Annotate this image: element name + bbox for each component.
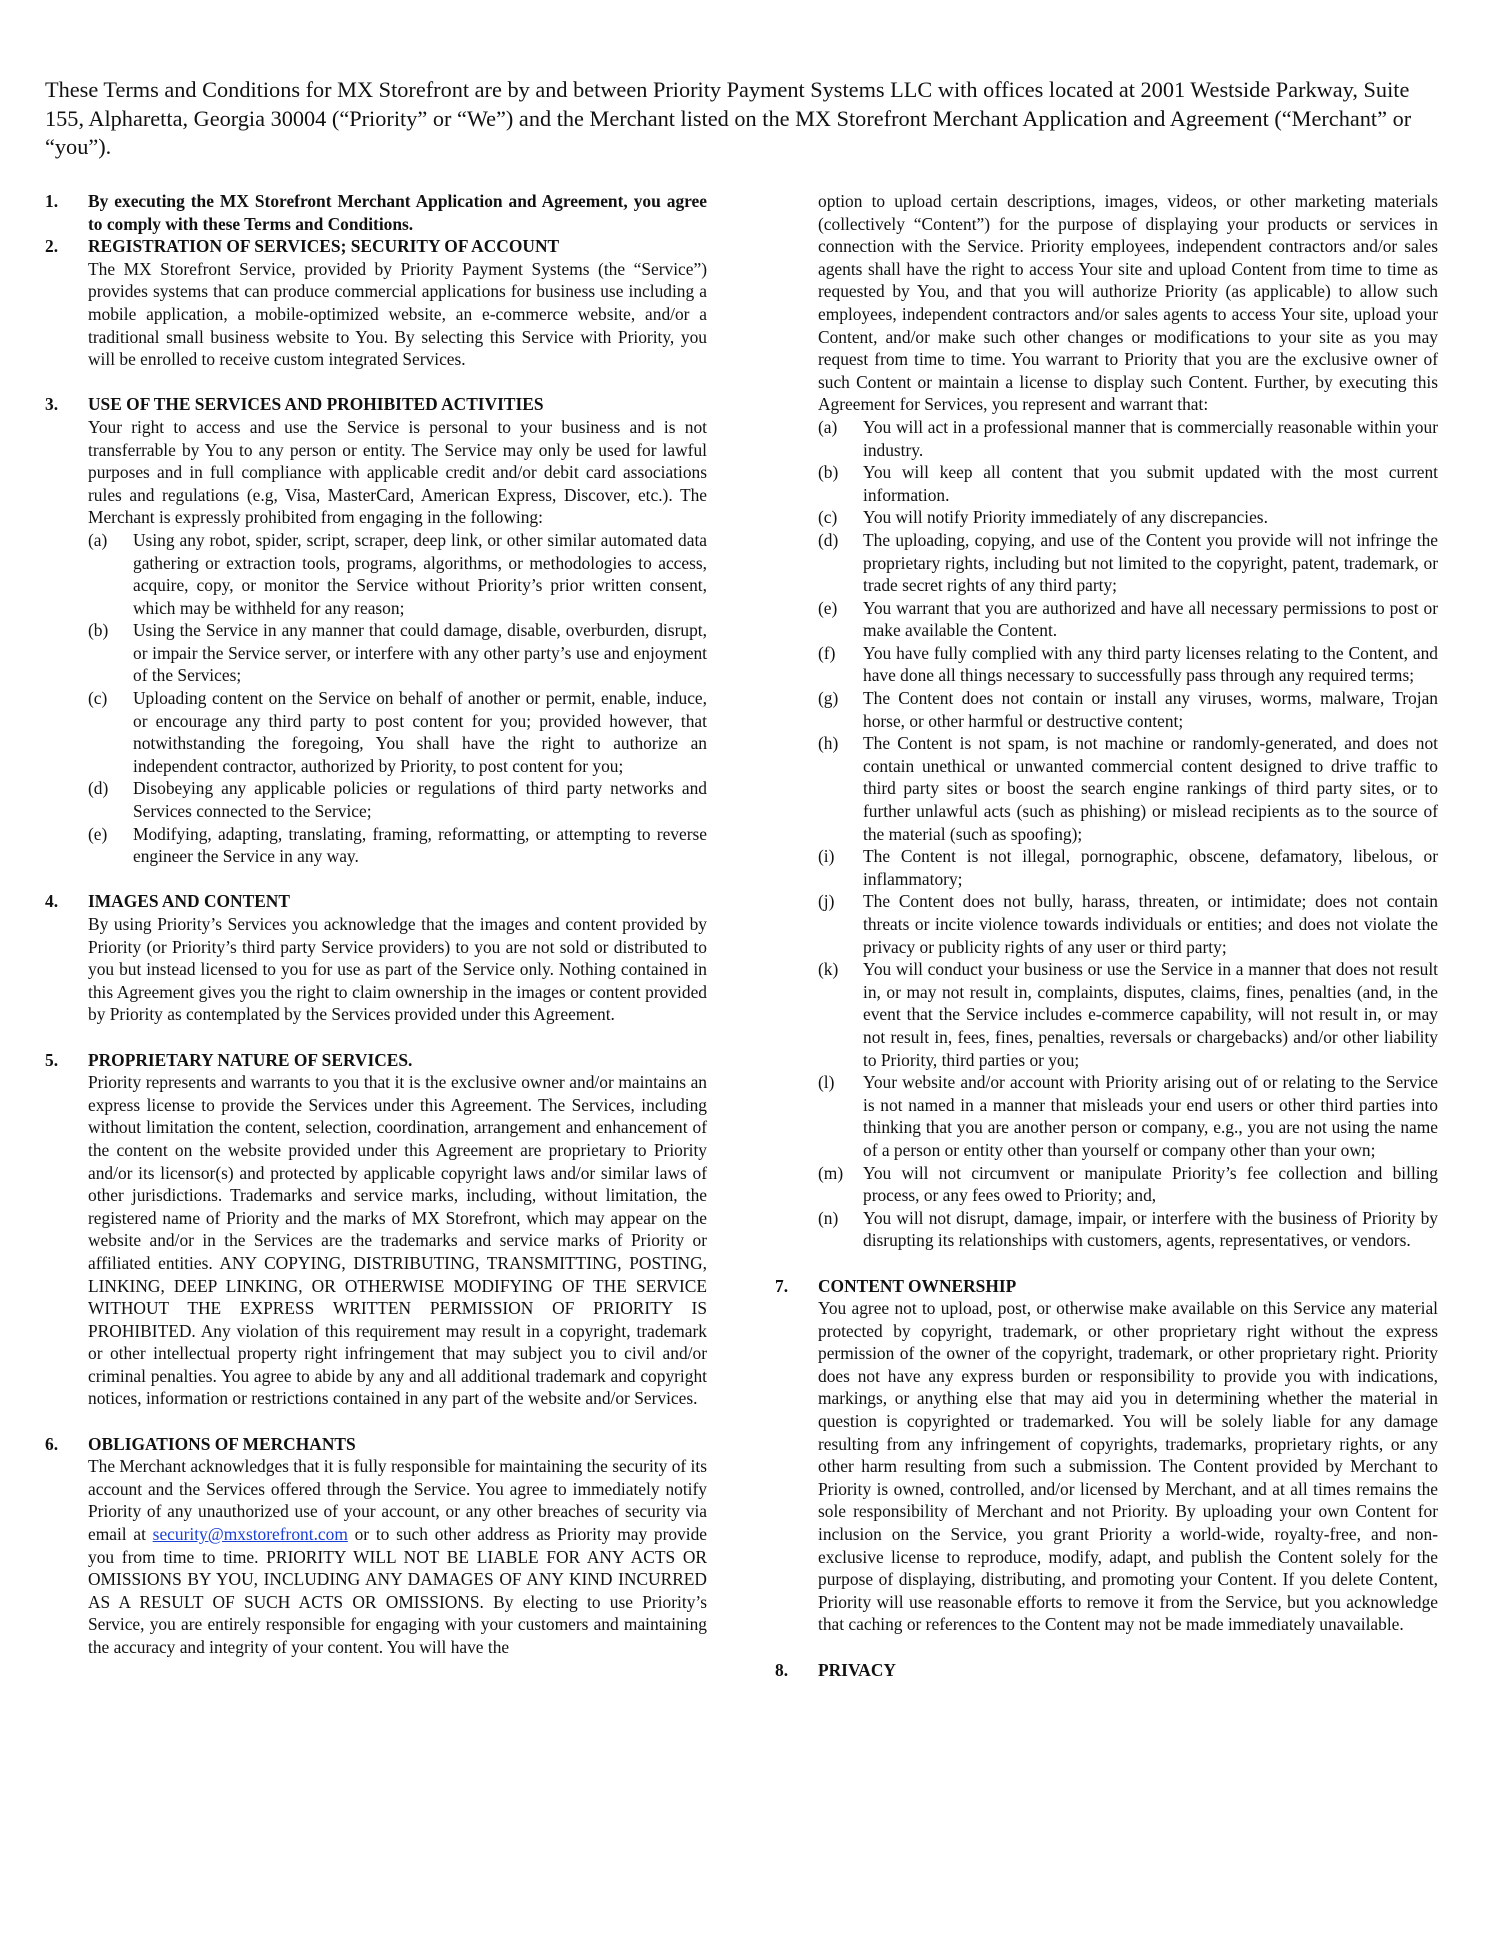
item-text: Disobeying any applicable policies or regulations of third party networks and Services connected to the Service; [133, 778, 707, 822]
section-body [88, 416, 707, 529]
section-heading: CONTENT OWNERSHIP [818, 1275, 1017, 1296]
list-item [818, 416, 1438, 461]
item-label: (d) [818, 529, 839, 550]
item-text: You will notify Priority immediately of any discrepancies. [863, 507, 1268, 528]
item-text: The Content is not spam, is not machine or randomly-generated, and does not contain unethical or unwanted commercial content designed to drive traffic to third party sites or boost the search engine rankings of third party sites, or to further unlawful acts (such as phishing) or mislead recipients as to the source of the material (such as spoofing); [863, 733, 1438, 844]
list-item [88, 529, 707, 619]
section-number: 5. [45, 1049, 59, 1070]
item-text: Uploading content on the Service on behalf of another or permit, enable, induce, or encourage any third party to post content for you; provided however, that notwithstanding the foregoing, You shall have the right to authorize an independent contractor, authorized by Priority, to post content for you; [133, 688, 707, 776]
section-body-text: Priority represents and warrants to you that it is the exclusive owner and/or maintains an express license to provide the Services under this Agreement. The Services, including without limitation the content, selection, coordination, arrangement and enhancement of the content on the website provided under this Agreement are proprietary to Priority and/or its licensor(s) and protected by applicable copyright laws and/or similar laws of other jurisdictions. Trademarks and service marks, including, without limitation, the registered name of Priority and the marks of MX Storefront, which may appear on the website and/or in the Services are the trademarks and service marks of Priority or affiliated entities. ANY COPYING, DISTRIBUTING, TRANSMITTING, POSTING, LINKING, DEEP LINKING, OR OTHERWISE MODIFYING OF THE SERVICE WITHOUT THE EXPRESS WRITTEN PERMISSION OF PRIORITY IS PROHIBITED. Any violation of this requirement may result in a copyright, trademark or other intellectual property right infringement that may subject you to civil and/or criminal penalties. You agree to abide by any and all additional trademark and copyright notices, information or restrictions contained in any part of the website and/or Services. [88, 1072, 707, 1409]
section-body [88, 1455, 707, 1658]
item-list [88, 529, 707, 868]
section-body [88, 913, 707, 1026]
item-text: You will act in a professional manner that is commercially reasonable within your industry. [863, 416, 1438, 460]
list-item [818, 1207, 1438, 1252]
section-5 [45, 1049, 707, 1411]
section-body-text: Your right to access and use the Service is personal to your business and is not transferrable by You to any person or entity. The Service may only be used for lawful purposes and in full compliance with applicable credit and/or debit card associations rules and regulations (e.g, Visa, MasterCard, American Express, Discover, etc.). The Merchant is expressly prohibited from engaging in the following: [88, 416, 707, 528]
item-label: (m) [818, 1162, 844, 1183]
list-item [88, 777, 707, 822]
item-label: (a) [818, 416, 838, 437]
item-text: Using any robot, spider, script, scraper, deep link, or other similar automated data gathering or extraction tools, programs, algorithms, or methodologies to access, acquire, copy, or monitor the Service without Priority’s prior written consent, which may be withheld for any reason; [133, 529, 707, 618]
section-1 [45, 190, 707, 235]
section-heading: USE OF THE SERVICES AND PROHIBITED ACTIVITIES [88, 394, 544, 415]
list-item [88, 823, 707, 868]
section-body [88, 1071, 707, 1410]
list-item [818, 506, 1438, 529]
section-8 [775, 1659, 1438, 1682]
item-text: The uploading, copying, and use of the Content you provide will not infringe the proprietary rights, including but not limited to the copyright, patent, trademark, or trade secret rights of any third party; [863, 529, 1438, 596]
section-heading: IMAGES AND CONTENT [88, 891, 290, 912]
item-label: (d) [88, 778, 109, 799]
section-4 [45, 890, 707, 1026]
section-body-text: The Merchant acknowledges that it is fully responsible for maintaining the security of its account and the Services offered through the Service. You agree to immediately notify Priority of any unauthorized use of your account, or any other breaches of security via email at [88, 1456, 707, 1545]
list-item [818, 642, 1438, 687]
item-text: The Content does not bully, harass, threaten, or intimidate; does not contain threats or incite violence towards individuals or entities; and does not violate the privacy or publicity rights of any user or third party; [863, 891, 1438, 957]
section-number: 6. [45, 1433, 59, 1454]
item-text: You have fully complied with any third party licenses relating to the Content, and have done all things necessary to successfully pass through any required terms; [863, 642, 1438, 686]
list-item [88, 619, 707, 687]
item-label: (c) [88, 688, 108, 709]
item-text: You will keep all content that you submit updated with the most current information. [863, 462, 1438, 505]
item-label: (e) [818, 597, 838, 618]
item-text: Your website and/or account with Priority arising out of or relating to the Service is not named in a manner that misleads your end users or other third parties into thinking that you are another person or company, e.g., you are not using the name of a person or entity other than yourself or company other than your own; [863, 1072, 1438, 1160]
security-email-link[interactable]: security@mxstorefront.com [152, 1524, 348, 1545]
section-2 [45, 235, 707, 371]
item-text: The Content is not illegal, pornographic, obscene, defamatory, libelous, or inflammatory; [863, 846, 1438, 889]
section-body-text: The MX Storefront Service, provided by Priority Payment Systems (the “Service”) provides systems that can produce commercial applications for business use including a mobile application, a mobile-optimized website, an e-commerce website, and/or a traditional small business website to You. By selecting this Service with Priority, you will be enrolled to receive custom integrated Services. [88, 258, 707, 370]
section-heading: PRIVACY [818, 1659, 896, 1680]
section-body [88, 258, 707, 371]
section-body [818, 1297, 1438, 1636]
section-6-continued [775, 190, 1438, 1252]
list-item [818, 732, 1438, 845]
item-text: You will not circumvent or manipulate Priority’s fee collection and billing process, or any fees owed to Priority; and, [863, 1162, 1438, 1206]
section-body: option to upload certain descriptions, images, videos, or other marketing materials (collectively “Content”) for the purpose of displaying your products or services in connection with the Service. Priority employees, independent contractors and/or sales agents shall have the right to access Your site and upload Content from time to time as requested by You, and that you will authorize Priority (as applicable) to allow such employees, independent contractors and/or sales agents to access Your site, upload your Content, and/or make such other changes or modifications to your site as you may request from time to time. You warrant to Priority that you are the exclusive owner of such Content or maintain a license to display such Content. Further, by executing this Agreement for Services, you represent and warrant that: [818, 191, 1438, 415]
item-label: (i) [818, 846, 835, 867]
item-text: You will not disrupt, damage, impair, or interfere with the business of Priority by disrupting its relationships with customers, agents, representatives, or vendors. [863, 1207, 1438, 1251]
list-item [818, 597, 1438, 642]
list-item [818, 1071, 1438, 1161]
section-number: 7. [775, 1275, 789, 1296]
section-heading: REGISTRATION OF SERVICES; SECURITY OF ACCOUNT [88, 236, 560, 257]
item-label: (f) [818, 642, 836, 663]
item-label: (h) [818, 733, 839, 754]
list-item [818, 1162, 1438, 1207]
section-number: 2. [45, 236, 59, 257]
item-label: (c) [818, 507, 838, 528]
right-column [775, 190, 1438, 1681]
item-label: (e) [88, 823, 108, 844]
section-7 [775, 1275, 1438, 1637]
item-text: You warrant that you are authorized and have all necessary permissions to post or make available the Content. [863, 597, 1438, 641]
section-heading: OBLIGATIONS OF MERCHANTS [88, 1433, 356, 1454]
section-number: 1. [45, 191, 59, 211]
section-body-text-continued: or to such other address as Priority may provide you from time to time. PRIORITY WILL NOT BE LIABLE FOR ANY ACTS OR OMISSIONS BY YOU, INCLUDING ANY DAMAGES OF ANY KIND INCURRED AS A RESULT OF SUCH ACTS OR OMISSIONS. By electing to use Priority’s Service, you are entirely responsible for engaging with your customers and maintaining the accuracy and integrity of your content. You will have the [88, 1524, 707, 1657]
item-label: (b) [818, 462, 839, 483]
section-statement: By executing the MX Storefront Merchant Application and Agreement, you agree to comply with these Terms and Conditions. [88, 191, 707, 234]
intro-paragraph: These Terms and Conditions for MX Storefront are by and between Priority Payment Systems LLC with offices located at 2001 Westside Parkway, Suite 155, Alpharetta, Georgia 30004 (“Priority” or “We”) and the Merchant listed on the MX Storefront Merchant Application and Agreement (“Merchant” or “you”). [45, 77, 1412, 160]
item-text: Modifying, adapting, translating, framing, reformatting, or attempting to reverse engineer the Service in any way. [133, 823, 707, 867]
section-number: 4. [45, 891, 59, 912]
section-3 [45, 393, 707, 867]
item-text: Using the Service in any manner that could damage, disable, overburden, disrupt, or impair the Service server, or interfere with any other party’s use and enjoyment of the Services; [133, 620, 707, 686]
section-number: 8. [775, 1659, 789, 1680]
item-list [818, 416, 1438, 1252]
item-label: (k) [818, 959, 839, 980]
item-label: (j) [818, 891, 835, 912]
section-6 [45, 1433, 707, 1659]
item-text: The Content does not contain or install any viruses, worms, malware, Trojan horse, or other harmful or destructive content; [863, 688, 1438, 731]
list-item [88, 687, 707, 777]
item-label: (g) [818, 688, 839, 709]
item-label: (a) [88, 529, 108, 550]
list-item [818, 687, 1438, 732]
section-body-text: You agree not to upload, post, or otherwise make available on this Service any material protected by copyright, trademark, or other proprietary right without the express permission of the owner of the copyright, trademark, or other proprietary right. Priority does not have any express burden or responsibility to provide you with indications, markings, or anything else that may aid you in determining whether the material in question is copyrighted or trademarked. You will be solely liable for any damage resulting from any infringement of copyrights, trademarks, proprietary rights, or any other harm resulting from such a submission. The Content provided by Merchant to Priority is owned, controlled, and/or licensed by Merchant, and at all times remains the sole responsibility of Merchant and not Priority. By uploading your own Content for inclusion on the Service, you grant Priority a world-wide, royalty-free, and non-exclusive license to reproduce, modify, adapt, and publish the Content solely for the purpose of displaying, distributing, and promoting your Content. If you delete Content, Priority will use reasonable efforts to remove it from the Service, but you acknowledge that caching or references to the Content may not be made immediately unavailable. [818, 1298, 1438, 1635]
left-column [45, 190, 707, 1659]
list-item [818, 958, 1438, 1071]
section-body-text: By using Priority’s Services you acknowledge that the images and content provided by Priority (or Priority’s third party Service providers) to you are not sold or distributed to you but instead licensed to you for use as part of the Service only. Nothing contained in this Agreement gives you the right to claim ownership in the images or content provided by Priority as contemplated by the Services provided under this Agreement. [88, 914, 707, 1025]
item-label: (b) [88, 620, 109, 641]
list-item [818, 461, 1438, 506]
item-text: You will conduct your business or use the Service in a manner that does not result in, or may not result in, complaints, disputes, claims, fines, penalties (and, in the event that the Service includes e-commerce capability, will not result in, or may not result in, fees, fines, penalties, reversals or chargebacks) and/or other liability to Priority, third parties or you; [863, 959, 1438, 1070]
list-item [818, 845, 1438, 890]
section-number: 3. [45, 394, 59, 415]
list-item [818, 890, 1438, 958]
section-heading: PROPRIETARY NATURE OF SERVICES. [88, 1049, 413, 1070]
item-label: (l) [818, 1072, 835, 1093]
item-label: (n) [818, 1207, 839, 1228]
list-item [818, 529, 1438, 597]
